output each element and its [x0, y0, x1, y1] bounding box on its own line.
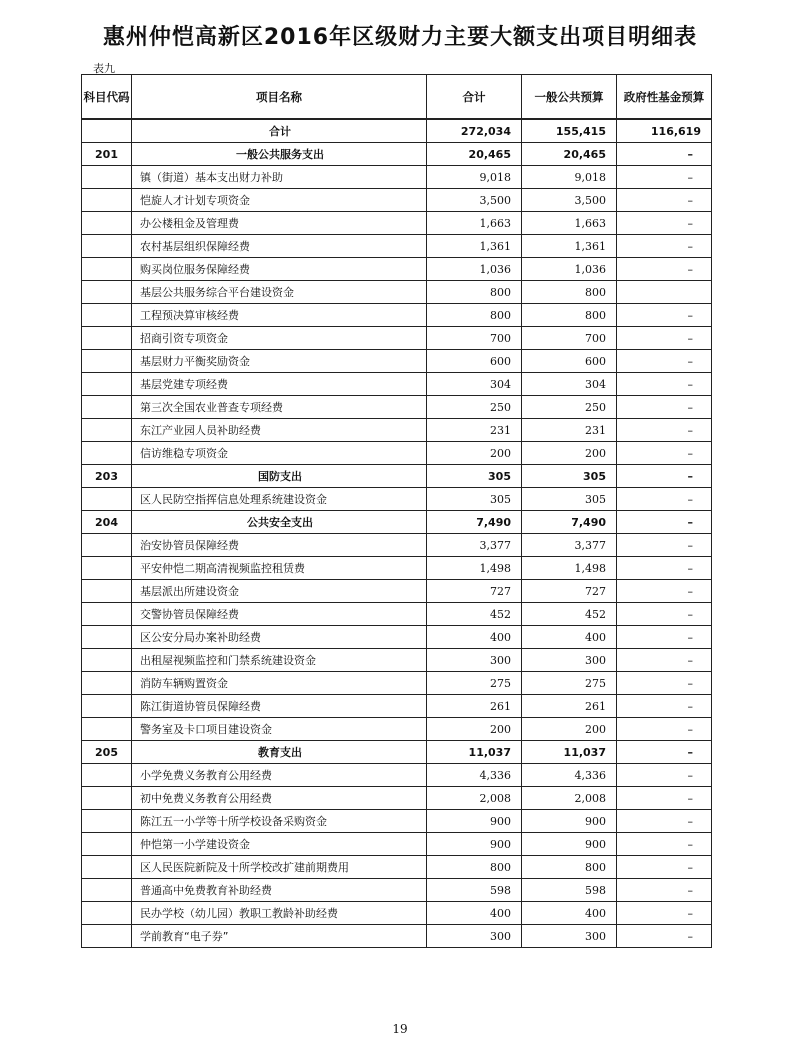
row-fund: –	[617, 488, 712, 511]
summary-label: 合计	[132, 119, 427, 143]
row-general: 250	[522, 396, 617, 419]
row-name: 工程预决算审核经费	[132, 304, 427, 327]
row-fund: –	[617, 304, 712, 327]
table-row	[82, 925, 712, 948]
row-general: 1,036	[522, 258, 617, 281]
row-total: 300	[427, 925, 522, 948]
row-code	[82, 534, 132, 557]
document-title: 惠州仲恺高新区2016年区级财力主要大额支出项目明细表	[102, 25, 698, 50]
row-total: 400	[427, 626, 522, 649]
row-fund: –	[617, 442, 712, 465]
row-fund: –	[617, 649, 712, 672]
row-code	[82, 442, 132, 465]
row-code	[82, 396, 132, 419]
row-code	[82, 304, 132, 327]
table-row	[82, 695, 712, 718]
row-total: 305	[427, 488, 522, 511]
row-general: 7,490	[522, 511, 617, 534]
row-fund	[617, 281, 712, 304]
row-total: 11,037	[427, 741, 522, 764]
row-name: 区人民医院新院及十所学校改扩建前期费用	[132, 856, 427, 879]
row-fund: –	[617, 810, 712, 833]
row-name: 基层财力平衡奖励资金	[132, 350, 427, 373]
row-name: 普通高中免费教育补助经费	[132, 879, 427, 902]
row-total: 452	[427, 603, 522, 626]
row-name: 小学免费义务教育公用经费	[132, 764, 427, 787]
row-code	[82, 764, 132, 787]
row-fund: –	[617, 603, 712, 626]
row-general: 1,498	[522, 557, 617, 580]
row-code	[82, 649, 132, 672]
row-fund: –	[617, 695, 712, 718]
row-total: 304	[427, 373, 522, 396]
category-row	[82, 143, 712, 166]
row-fund: –	[617, 258, 712, 281]
row-general: 452	[522, 603, 617, 626]
table-number: 表九	[93, 62, 115, 75]
row-name: 仲恺第一小学建设资金	[132, 833, 427, 856]
row-general: 1,361	[522, 235, 617, 258]
row-fund: –	[617, 419, 712, 442]
row-fund: –	[617, 626, 712, 649]
row-name: 农村基层组织保障经费	[132, 235, 427, 258]
row-code	[82, 258, 132, 281]
table-row	[82, 557, 712, 580]
row-fund: –	[617, 327, 712, 350]
table-row	[82, 350, 712, 373]
row-general: 9,018	[522, 166, 617, 189]
row-fund: –	[617, 143, 712, 166]
row-name: 基层党建专项经费	[132, 373, 427, 396]
row-fund: –	[617, 557, 712, 580]
row-fund: –	[617, 856, 712, 879]
row-general: 305	[522, 488, 617, 511]
row-total: 600	[427, 350, 522, 373]
summary-row	[82, 119, 712, 143]
row-total: 800	[427, 856, 522, 879]
row-total: 900	[427, 833, 522, 856]
row-general: 2,008	[522, 787, 617, 810]
row-code	[82, 327, 132, 350]
row-general: 600	[522, 350, 617, 373]
table-row	[82, 281, 712, 304]
row-code	[82, 350, 132, 373]
table-row	[82, 166, 712, 189]
row-code	[82, 281, 132, 304]
row-name: 区公安分局办案补助经费	[132, 626, 427, 649]
row-fund: –	[617, 235, 712, 258]
row-general: 200	[522, 718, 617, 741]
row-name: 平安仲恺二期高清视频监控租赁费	[132, 557, 427, 580]
row-name: 办公楼租金及管理费	[132, 212, 427, 235]
row-name: 治安协管员保障经费	[132, 534, 427, 557]
table-row	[82, 258, 712, 281]
row-total: 900	[427, 810, 522, 833]
row-code	[82, 580, 132, 603]
row-fund: –	[617, 350, 712, 373]
header-fund: 政府性基金预算	[617, 75, 712, 120]
row-fund: –	[617, 580, 712, 603]
row-name: 陈江五一小学等十所学校设备采购资金	[132, 810, 427, 833]
row-general: 305	[522, 465, 617, 488]
row-total: 250	[427, 396, 522, 419]
row-code	[82, 488, 132, 511]
row-code	[82, 879, 132, 902]
row-name: 镇（街道）基本支出财力补助	[132, 166, 427, 189]
row-total: 800	[427, 281, 522, 304]
row-total: 7,490	[427, 511, 522, 534]
row-name: 基层公共服务综合平台建设资金	[132, 281, 427, 304]
row-name: 招商引资专项资金	[132, 327, 427, 350]
row-code	[82, 212, 132, 235]
table-row	[82, 787, 712, 810]
row-fund: –	[617, 672, 712, 695]
row-total: 700	[427, 327, 522, 350]
row-total: 275	[427, 672, 522, 695]
header-code: 科目代码	[82, 75, 132, 120]
row-total: 9,018	[427, 166, 522, 189]
table-row	[82, 879, 712, 902]
header-name: 项目名称	[132, 75, 427, 120]
row-fund: –	[617, 396, 712, 419]
row-name: 陈江街道协管员保障经费	[132, 695, 427, 718]
row-code	[82, 925, 132, 948]
row-fund: –	[617, 189, 712, 212]
row-name: 出租屋视频监控和门禁系统建设资金	[132, 649, 427, 672]
row-total: 2,008	[427, 787, 522, 810]
table-row	[82, 856, 712, 879]
row-name: 国防支出	[132, 465, 427, 488]
table-row	[82, 396, 712, 419]
row-total: 1,498	[427, 557, 522, 580]
row-code	[82, 695, 132, 718]
row-general: 200	[522, 442, 617, 465]
row-fund: –	[617, 902, 712, 925]
table-row	[82, 534, 712, 557]
row-total: 1,036	[427, 258, 522, 281]
row-fund: –	[617, 879, 712, 902]
expenditure-table	[81, 74, 712, 948]
row-general: 800	[522, 304, 617, 327]
table-row	[82, 672, 712, 695]
row-code	[82, 718, 132, 741]
row-code	[82, 189, 132, 212]
row-total: 1,361	[427, 235, 522, 258]
table-row	[82, 327, 712, 350]
row-name: 学前教育“电子券”	[132, 925, 427, 948]
row-general: 400	[522, 626, 617, 649]
row-general: 727	[522, 580, 617, 603]
row-total: 261	[427, 695, 522, 718]
row-total: 200	[427, 718, 522, 741]
row-code	[82, 373, 132, 396]
row-general: 700	[522, 327, 617, 350]
row-fund: –	[617, 718, 712, 741]
table-row	[82, 626, 712, 649]
row-name: 基层派出所建设资金	[132, 580, 427, 603]
row-general: 598	[522, 879, 617, 902]
table-row	[82, 902, 712, 925]
row-code: 201	[82, 143, 132, 166]
category-row	[82, 741, 712, 764]
row-total: 800	[427, 304, 522, 327]
row-general: 800	[522, 281, 617, 304]
row-total: 727	[427, 580, 522, 603]
row-general: 300	[522, 925, 617, 948]
row-general: 20,465	[522, 143, 617, 166]
row-code	[82, 856, 132, 879]
page-number: 19	[392, 1022, 408, 1036]
row-code	[82, 787, 132, 810]
row-name: 民办学校（幼儿园）教职工教龄补助经费	[132, 902, 427, 925]
row-general: 1,663	[522, 212, 617, 235]
category-row	[82, 511, 712, 534]
row-name: 第三次全国农业普查专项经费	[132, 396, 427, 419]
row-code: 203	[82, 465, 132, 488]
table-row	[82, 442, 712, 465]
row-total: 305	[427, 465, 522, 488]
row-name: 初中免费义务教育公用经费	[132, 787, 427, 810]
row-code	[82, 902, 132, 925]
table-row	[82, 419, 712, 442]
row-fund: –	[617, 373, 712, 396]
row-fund: –	[617, 511, 712, 534]
row-code	[82, 672, 132, 695]
row-total: 3,500	[427, 189, 522, 212]
row-total: 231	[427, 419, 522, 442]
row-name: 一般公共服务支出	[132, 143, 427, 166]
row-total: 598	[427, 879, 522, 902]
summary-fund: 116,619	[617, 119, 712, 143]
row-name: 警务室及卡口项目建设资金	[132, 718, 427, 741]
table-row	[82, 488, 712, 511]
row-general: 4,336	[522, 764, 617, 787]
row-total: 20,465	[427, 143, 522, 166]
row-name: 消防车辆购置资金	[132, 672, 427, 695]
row-total: 400	[427, 902, 522, 925]
row-general: 800	[522, 856, 617, 879]
row-total: 300	[427, 649, 522, 672]
table-row	[82, 580, 712, 603]
table-row	[82, 603, 712, 626]
table-row	[82, 373, 712, 396]
row-code	[82, 603, 132, 626]
row-code: 204	[82, 511, 132, 534]
row-fund: –	[617, 925, 712, 948]
row-total: 1,663	[427, 212, 522, 235]
row-fund: –	[617, 166, 712, 189]
row-general: 900	[522, 810, 617, 833]
table-row	[82, 810, 712, 833]
row-general: 300	[522, 649, 617, 672]
row-total: 4,336	[427, 764, 522, 787]
row-general: 3,500	[522, 189, 617, 212]
row-name: 恺旋人才计划专项资金	[132, 189, 427, 212]
row-name: 公共安全支出	[132, 511, 427, 534]
row-name: 交警协管员保障经费	[132, 603, 427, 626]
row-code	[82, 557, 132, 580]
table-row	[82, 235, 712, 258]
row-code	[82, 235, 132, 258]
row-code	[82, 419, 132, 442]
row-fund: –	[617, 833, 712, 856]
table-row	[82, 189, 712, 212]
header-row	[82, 75, 712, 120]
row-fund: –	[617, 534, 712, 557]
row-general: 400	[522, 902, 617, 925]
row-fund: –	[617, 212, 712, 235]
summary-general: 155,415	[522, 119, 617, 143]
table-row	[82, 833, 712, 856]
row-name: 东江产业园人员补助经费	[132, 419, 427, 442]
row-fund: –	[617, 465, 712, 488]
summary-total: 272,034	[427, 119, 522, 143]
table-row	[82, 649, 712, 672]
row-code: 205	[82, 741, 132, 764]
row-code	[82, 626, 132, 649]
row-name: 教育支出	[132, 741, 427, 764]
row-name: 区人民防空指挥信息处理系统建设资金	[132, 488, 427, 511]
row-fund: –	[617, 787, 712, 810]
header-total: 合计	[427, 75, 522, 120]
row-total: 3,377	[427, 534, 522, 557]
row-total: 200	[427, 442, 522, 465]
row-general: 304	[522, 373, 617, 396]
table-row	[82, 212, 712, 235]
row-name: 购买岗位服务保障经费	[132, 258, 427, 281]
row-general: 261	[522, 695, 617, 718]
row-general: 3,377	[522, 534, 617, 557]
row-code	[82, 810, 132, 833]
header-general: 一般公共预算	[522, 75, 617, 120]
table-row	[82, 718, 712, 741]
row-fund: –	[617, 764, 712, 787]
table-row	[82, 764, 712, 787]
row-code	[82, 166, 132, 189]
row-name: 信访维稳专项资金	[132, 442, 427, 465]
category-row	[82, 465, 712, 488]
row-general: 11,037	[522, 741, 617, 764]
row-code	[82, 833, 132, 856]
row-general: 900	[522, 833, 617, 856]
row-fund: –	[617, 741, 712, 764]
summary-code	[82, 119, 132, 143]
row-general: 275	[522, 672, 617, 695]
row-general: 231	[522, 419, 617, 442]
table-row	[82, 304, 712, 327]
